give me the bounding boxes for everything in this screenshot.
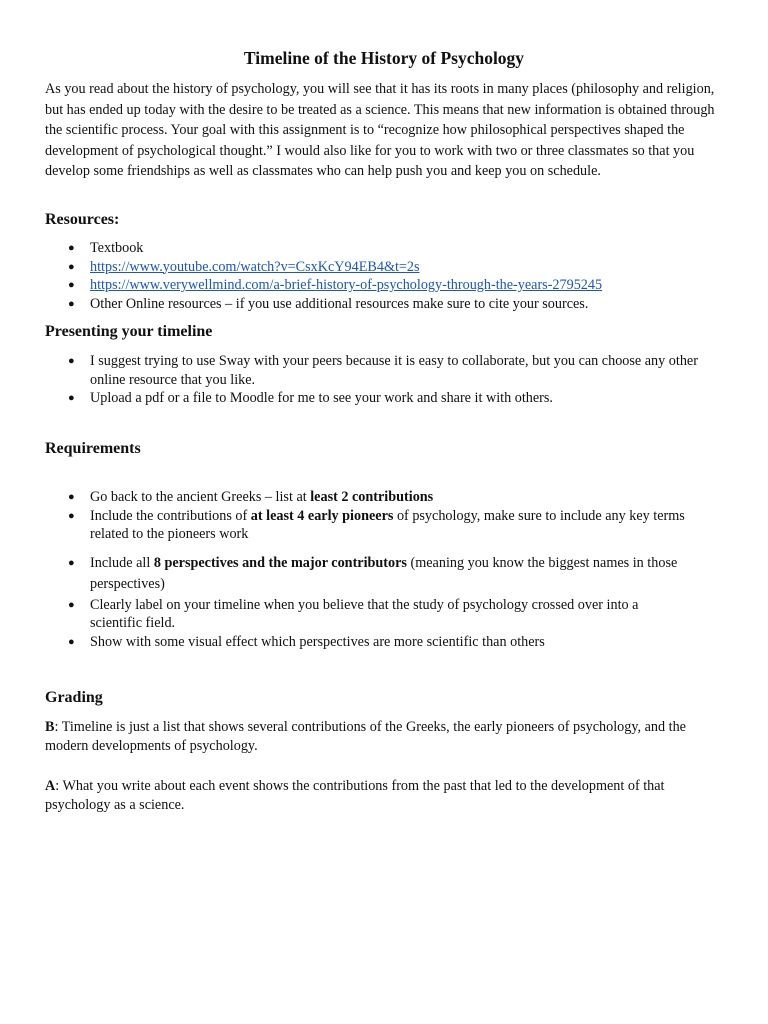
grade-a-label: A [45,778,56,794]
list-item [68,295,748,314]
presenting-list [68,352,708,408]
requirement-emphasis: 8 perspectives and the major contributors [153,554,407,571]
grade-b-text: : Timeline is just a list that shows several contributions of the Greeks, the early pioneers of psychology, and the modern developments of psychology. [45,719,686,754]
list-item [68,488,728,507]
requirement-text: Show with some visual effect which perspectives are more scientific than others [90,633,545,650]
list-item [68,352,708,389]
grade-b-paragraph [45,718,705,756]
presenting-item-sway: I suggest trying to use Sway with your peers because it is easy to collaborate, but you can choose any other online resource that you like. [90,353,698,388]
requirement-text: Include the contributions of [90,507,251,524]
resource-textbook: Textbook [90,240,144,256]
resource-other-online: Other Online resources – if you use additional resources make sure to cite your sources. [90,295,589,312]
resources-list [68,239,748,313]
list-item [68,553,728,596]
grade-b-label: B [45,719,55,735]
list-item [68,239,748,258]
list-item [68,507,695,544]
requirements-heading: Requirements [45,440,141,457]
grade-a-text: : What you write about each event shows the contributions from the past that led to the development of that psychology as a science. [45,778,665,813]
requirements-list [68,488,728,651]
grading-heading: Grading [45,689,103,706]
requirement-text: of psychology, make sure to include any key terms related to the pioneers work [90,507,685,542]
grade-a-paragraph [45,777,675,815]
youtube-link[interactable]: https://www.youtube.com/watch?v=CsxKcY94EB4&t=2s [90,258,420,275]
intro-paragraph: As you read about the history of psychology, you will see that it has its roots in many places (philosophy and religion, but has ended up today with the desire to be treated as a science. This means that new information is obtained through the scientific process. Your goal with this assignment is to “recognize how philosophical perspectives shaped the development of psychological thought.” I would also like for you to work with two or three classmates so that you develop some friendships as well as classmates who can help push you and keep you on schedule. [45,81,715,179]
requirement-text: Go back to the ancient Greeks – list at [90,489,311,505]
presenting-heading: Presenting your timeline [45,323,213,340]
requirement-text: Include all [90,554,154,571]
requirement-emphasis: at least 4 early pioneers [250,507,394,524]
page-title: Timeline of the History of Psychology [243,48,525,68]
requirement-text: (meaning you know the biggest names in those perspectives) [90,554,678,592]
list-item [68,596,690,633]
list-item [68,258,748,277]
list-item [68,389,708,408]
requirement-text: Clearly label on your timeline when you believe that the study of psychology crossed over into a scientific field. [90,596,639,631]
requirement-emphasis: least 2 contributions [310,489,434,505]
list-item [68,633,728,652]
presenting-item-upload: Upload a pdf or a file to Moodle for me to see your work and share it with others. [90,390,553,406]
verywellmind-link[interactable]: https://www.verywellmind.com/a-brief-history-of-psychology-through-the-years-2795245 [90,277,603,293]
list-item [68,276,748,295]
resources-heading: Resources: [45,211,120,228]
